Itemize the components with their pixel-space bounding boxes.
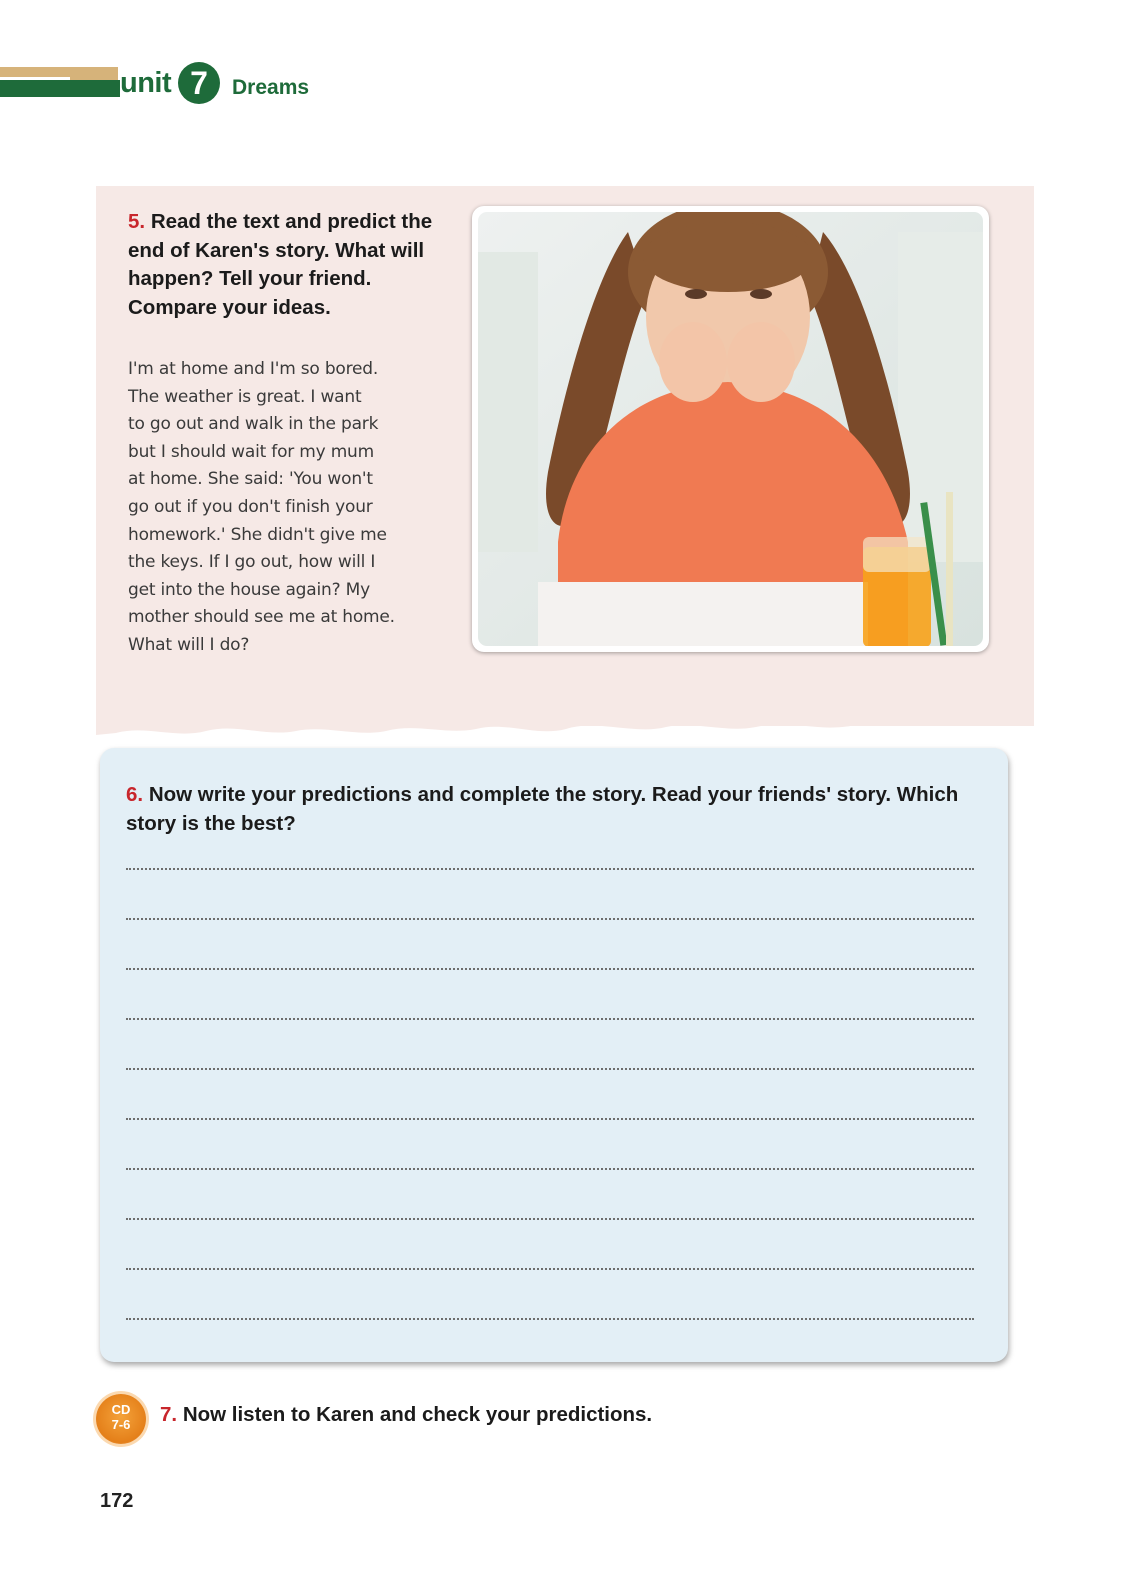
girl-bored-at-desk-photo-icon (478, 212, 983, 646)
story-line: What will I do? (128, 634, 250, 655)
story-line: the keys. If I go out, how will I (128, 552, 376, 573)
writing-line[interactable] (126, 1318, 974, 1320)
cd-track-icon (96, 1394, 146, 1444)
writing-line[interactable] (126, 1118, 974, 1120)
unit-label: unit (120, 67, 172, 99)
story-line: but I should wait for my mum (128, 441, 374, 462)
karen-story-text (128, 356, 448, 660)
writing-line[interactable] (126, 1168, 974, 1170)
girl-photo (472, 206, 989, 652)
exercise-number: 6. (126, 783, 144, 806)
torn-edge-decoration (96, 705, 1034, 745)
header-bar-decoration (0, 67, 70, 77)
unit-title: Dreams (232, 76, 310, 99)
exercise-5-instruction (128, 208, 458, 322)
cd-track-label (96, 1402, 146, 1432)
instruction-text: Now write your predictions and complete the story. Read your friends' story. Which story is the best? (126, 783, 959, 835)
story-line: I'm at home and I'm so bored. (128, 359, 379, 379)
writing-line[interactable] (126, 1018, 974, 1020)
writing-line[interactable] (126, 1068, 974, 1070)
writing-line[interactable] (126, 1268, 974, 1270)
page-number: 172 (100, 1490, 134, 1512)
writing-line[interactable] (126, 968, 974, 970)
story-line: go out if you don't finish your (128, 496, 373, 517)
story-line: to go out and walk in the park (128, 414, 379, 435)
story-line: at home. She said: 'You won't (128, 469, 373, 490)
exercise-7-instruction (160, 1403, 652, 1427)
story-line: mother should see me at home. (128, 607, 395, 628)
cd-label-top: CD (111, 1402, 131, 1417)
header-bar-decoration (70, 67, 118, 81)
writing-line[interactable] (126, 918, 974, 920)
exercise-number: 7. (160, 1403, 178, 1426)
exercise-number: 5. (128, 210, 146, 233)
instruction-text: Now listen to Karen and check your predictions. (182, 1403, 653, 1426)
writing-line[interactable] (126, 1218, 974, 1220)
story-line: get into the house again? My (128, 579, 370, 600)
story-line: homework.' She didn't give me (128, 524, 387, 545)
instruction-text: Read the text and predict the end of Karen's story. What will happen? Tell your friend. Compare your ideas. (128, 210, 433, 319)
cd-label-bottom: 7-6 (111, 1417, 131, 1432)
header-bar-decoration (0, 80, 120, 97)
unit-number-badge: 7 (178, 62, 220, 104)
story-line: The weather is great. I want (128, 386, 362, 407)
exercise-6-instruction (126, 780, 986, 838)
writing-line[interactable] (126, 868, 974, 870)
